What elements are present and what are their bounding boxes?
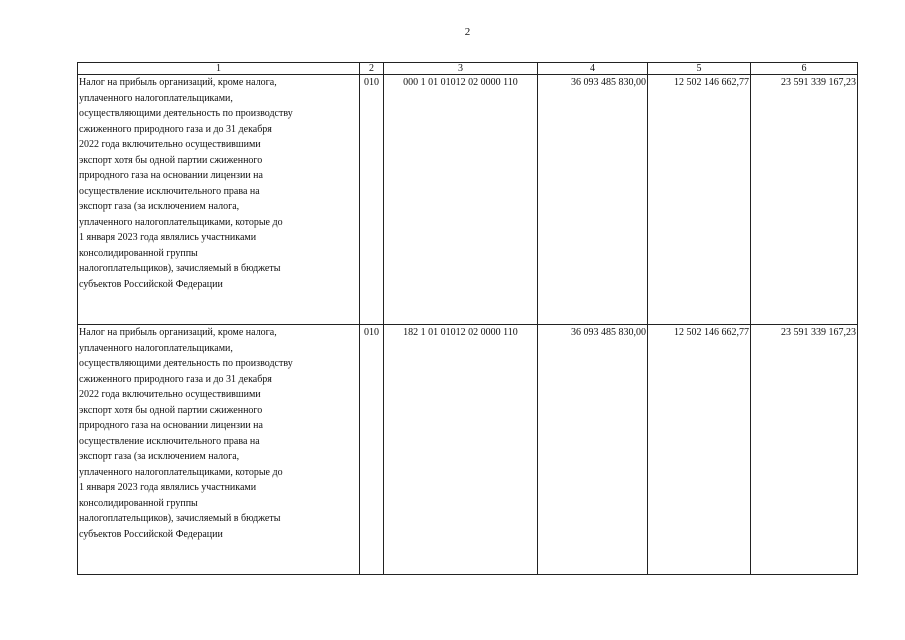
column-header-3: 3 [384, 63, 538, 75]
income-name-line: налогоплательщиков), зачисляемый в бюджеты [79, 263, 281, 274]
income-name-line: экспорт хотя бы одной партии сжиженного [79, 154, 263, 166]
income-name-line: Налог на прибыль организаций, кроме налога, [79, 327, 277, 338]
page-number: 2 [464, 26, 471, 38]
line-code-cell: 010 [360, 75, 384, 325]
income-name-line: осуществляющими деятельность по производству [79, 108, 293, 119]
table-row [78, 325, 858, 575]
amount-col6-cell: 23 591 339 167,23 [751, 75, 858, 325]
income-name-line: консолидированной группы [79, 497, 198, 509]
column-header-5: 5 [648, 63, 751, 75]
amount-col4-cell: 36 093 485 830,00 [538, 325, 648, 575]
income-name-line: экспорт газа (за исключением налога, [79, 201, 240, 212]
column-header-4: 4 [538, 63, 648, 75]
income-name-line: уплаченного налогоплательщиками, которые до [79, 216, 283, 228]
income-name-line: уплаченного налогоплательщиками, [79, 92, 233, 104]
income-name-line: уплаченного налогоплательщиками, которые до [79, 466, 283, 478]
amount-col6-cell: 23 591 339 167,23 [751, 325, 858, 575]
line-code-cell: 010 [360, 325, 384, 575]
income-name-line: осуществляющими деятельность по производству [79, 358, 293, 369]
income-name-line: сжиженного природного газа и до 31 декабря [79, 373, 272, 385]
column-number-row [78, 63, 858, 75]
kbk-code-cell: 000 1 01 01012 02 0000 110 [384, 75, 538, 325]
amount-col5-cell: 12 502 146 662,77 [648, 325, 751, 575]
income-name-line: налогоплательщиков), зачисляемый в бюджеты [79, 513, 281, 524]
amount-col5-cell: 12 502 146 662,77 [648, 75, 751, 325]
income-name-line: 2022 года включительно осуществившими [79, 139, 261, 150]
kbk-code-cell: 182 1 01 01012 02 0000 110 [384, 325, 538, 575]
income-name-line: консолидированной группы [79, 247, 198, 259]
income-name-line: природного газа на основании лицензии на [79, 420, 263, 431]
income-name-line: природного газа на основании лицензии на [79, 170, 263, 181]
column-header-1: 1 [78, 63, 360, 75]
income-name-line: Налог на прибыль организаций, кроме налога, [79, 77, 277, 88]
income-name-line: субъектов Российской Федерации [79, 528, 223, 540]
income-name-line: 1 января 2023 года являлись участниками [79, 482, 257, 493]
income-name-line: экспорт газа (за исключением налога, [79, 451, 240, 462]
income-name-line: экспорт хотя бы одной партии сжиженного [79, 404, 263, 416]
income-name-line: субъектов Российской Федерации [79, 278, 223, 290]
column-header-2: 2 [360, 63, 384, 75]
income-name-cell [78, 325, 360, 575]
income-name-line: 1 января 2023 года являлись участниками [79, 232, 257, 243]
income-name-line: осуществление исключительного права на [79, 435, 260, 447]
income-name-line: уплаченного налогоплательщиками, [79, 342, 233, 354]
table-row [78, 75, 858, 325]
income-name-line: сжиженного природного газа и до 31 декабря [79, 123, 272, 135]
income-name-cell [78, 75, 360, 325]
income-name-line: 2022 года включительно осуществившими [79, 389, 261, 400]
amount-col4-cell: 36 093 485 830,00 [538, 75, 648, 325]
column-header-6: 6 [751, 63, 858, 75]
report-table [77, 62, 858, 575]
income-name-line: осуществление исключительного права на [79, 185, 260, 197]
